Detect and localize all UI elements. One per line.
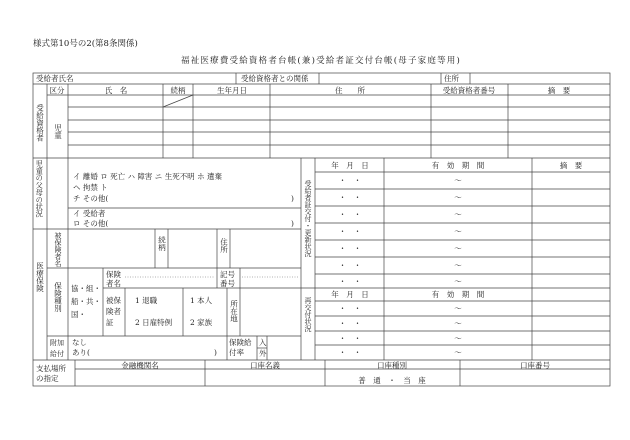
form-number: 様式第10号の2(第8条関係): [33, 39, 138, 49]
parents-line3-close: ): [291, 194, 294, 203]
address-label: 住所: [444, 74, 459, 83]
account-type-options: 普 通 ・ 当 座: [358, 376, 426, 385]
extra-none: なし: [72, 338, 87, 347]
issue-range-mark: 〜: [454, 277, 462, 286]
issuance-section-label: 受給者証交付・更新状況: [304, 180, 312, 257]
issue-range-mark: 〜: [454, 244, 462, 253]
class-label: 区分: [49, 86, 65, 95]
issue-range-mark: 〜: [454, 176, 462, 185]
eligible-section-label: 受給資格者: [35, 104, 45, 142]
reissue-range-mark: 〜: [454, 334, 462, 343]
insurance-section-label: 医療保険: [35, 262, 45, 292]
benefit-rate-label: 保険給付率: [229, 338, 252, 357]
reissue-date-header: 年 月 日: [331, 290, 369, 299]
eligible-number-label: 受給資格者番号: [442, 86, 496, 95]
issue-range-mark: 〜: [454, 227, 462, 236]
relation-label: 受給資格者との関係: [241, 74, 309, 83]
issue-period-header: 有 効 期 間: [431, 161, 485, 170]
issue-date-mark: ・ ・: [338, 244, 362, 253]
grid-lines: [33, 73, 610, 386]
extra-benefit-label: 附加給付: [50, 339, 64, 358]
reissue-date-mark: ・ ・: [338, 304, 362, 313]
issue-summary-header: 摘 要: [559, 161, 583, 170]
account-type-label: 口座種別: [377, 361, 407, 370]
ins-address-label: 住所: [219, 238, 229, 253]
account-number-label: 口座番号: [520, 361, 550, 370]
insured-label: 被保険者名: [54, 232, 62, 267]
parents-section-label: 児童の父母の状況: [35, 160, 45, 218]
parents-line5-close: ): [291, 219, 294, 228]
address-col-label: 住 所: [335, 86, 365, 95]
bank-name-label: 金融機関名: [121, 361, 159, 370]
summary-label: 摘 要: [547, 86, 571, 95]
certificate-label: 被保険者証: [106, 296, 121, 327]
cert-option-daylabor: 2 日雇特例: [135, 318, 173, 327]
account-holder-label: 口座名義: [250, 361, 280, 370]
relationship-label: 続柄: [170, 86, 186, 95]
issue-date-mark: ・ ・: [338, 261, 362, 270]
parents-line5: ロ その他(: [73, 219, 109, 228]
location-label: 所在地: [229, 300, 239, 323]
outpatient-label: 外: [259, 349, 267, 358]
parents-line1: イ 離婚 ロ 死亡 ハ 障害 ニ 生死不明 ホ 遺棄: [73, 172, 222, 181]
insurer-name-label: 保険者名: [106, 270, 121, 288]
birth-label: 生年月日: [217, 86, 247, 95]
reissue-period-header: 有 効 期 間: [431, 290, 485, 299]
issue-date-mark: ・ ・: [338, 277, 362, 286]
reissue-range-mark: 〜: [454, 304, 462, 313]
reissue-date-mark: ・ ・: [338, 334, 362, 343]
self-option-insured: 1 本人: [190, 296, 213, 305]
issue-date-header: 年 月 日: [331, 161, 369, 170]
inpatient-label: 入: [259, 338, 267, 347]
child-label: 児童: [53, 124, 63, 139]
cert-option-retired: 1 退職: [135, 296, 158, 305]
issue-range-mark: 〜: [454, 261, 462, 270]
issue-range-mark: 〜: [454, 193, 462, 202]
issue-date-mark: ・ ・: [338, 193, 362, 202]
form-title: 福祉医療費受給資格者台帳(兼)受給者証交付台帳(母子家庭等用): [181, 56, 461, 66]
ins-relationship-label: 続柄: [157, 236, 167, 251]
parents-line2: ヘ 拘禁 ト: [73, 183, 108, 192]
issue-date-mark: ・ ・: [338, 176, 362, 185]
issue-range-mark: 〜: [454, 210, 462, 219]
symbol-number-label: 記号番号: [220, 270, 235, 288]
insurance-kind-label: 協・組・船・共・国・: [71, 284, 101, 319]
name-label: 氏 名: [104, 86, 128, 95]
parents-line4: イ 受給者: [73, 209, 106, 218]
reissue-date-mark: ・ ・: [338, 319, 362, 328]
insurance-type-label: 保険種別: [53, 282, 63, 312]
issue-date-mark: ・ ・: [338, 227, 362, 236]
issue-date-mark: ・ ・: [338, 210, 362, 219]
payment-section-label: 支払場所の指定: [36, 364, 66, 383]
reissue-range-mark: 〜: [454, 319, 462, 328]
reissue-date-mark: ・ ・: [338, 348, 362, 357]
recipient-name-label: 受給者氏名: [36, 74, 74, 83]
self-option-family: 2 家族: [190, 318, 213, 327]
reissue-section-label: 再交付状況: [304, 297, 312, 332]
reissue-range-mark: 〜: [454, 348, 462, 357]
extra-yes-close: ): [214, 348, 217, 357]
parents-line3: チ その他(: [73, 194, 109, 203]
extra-yes: あり(: [72, 348, 90, 357]
